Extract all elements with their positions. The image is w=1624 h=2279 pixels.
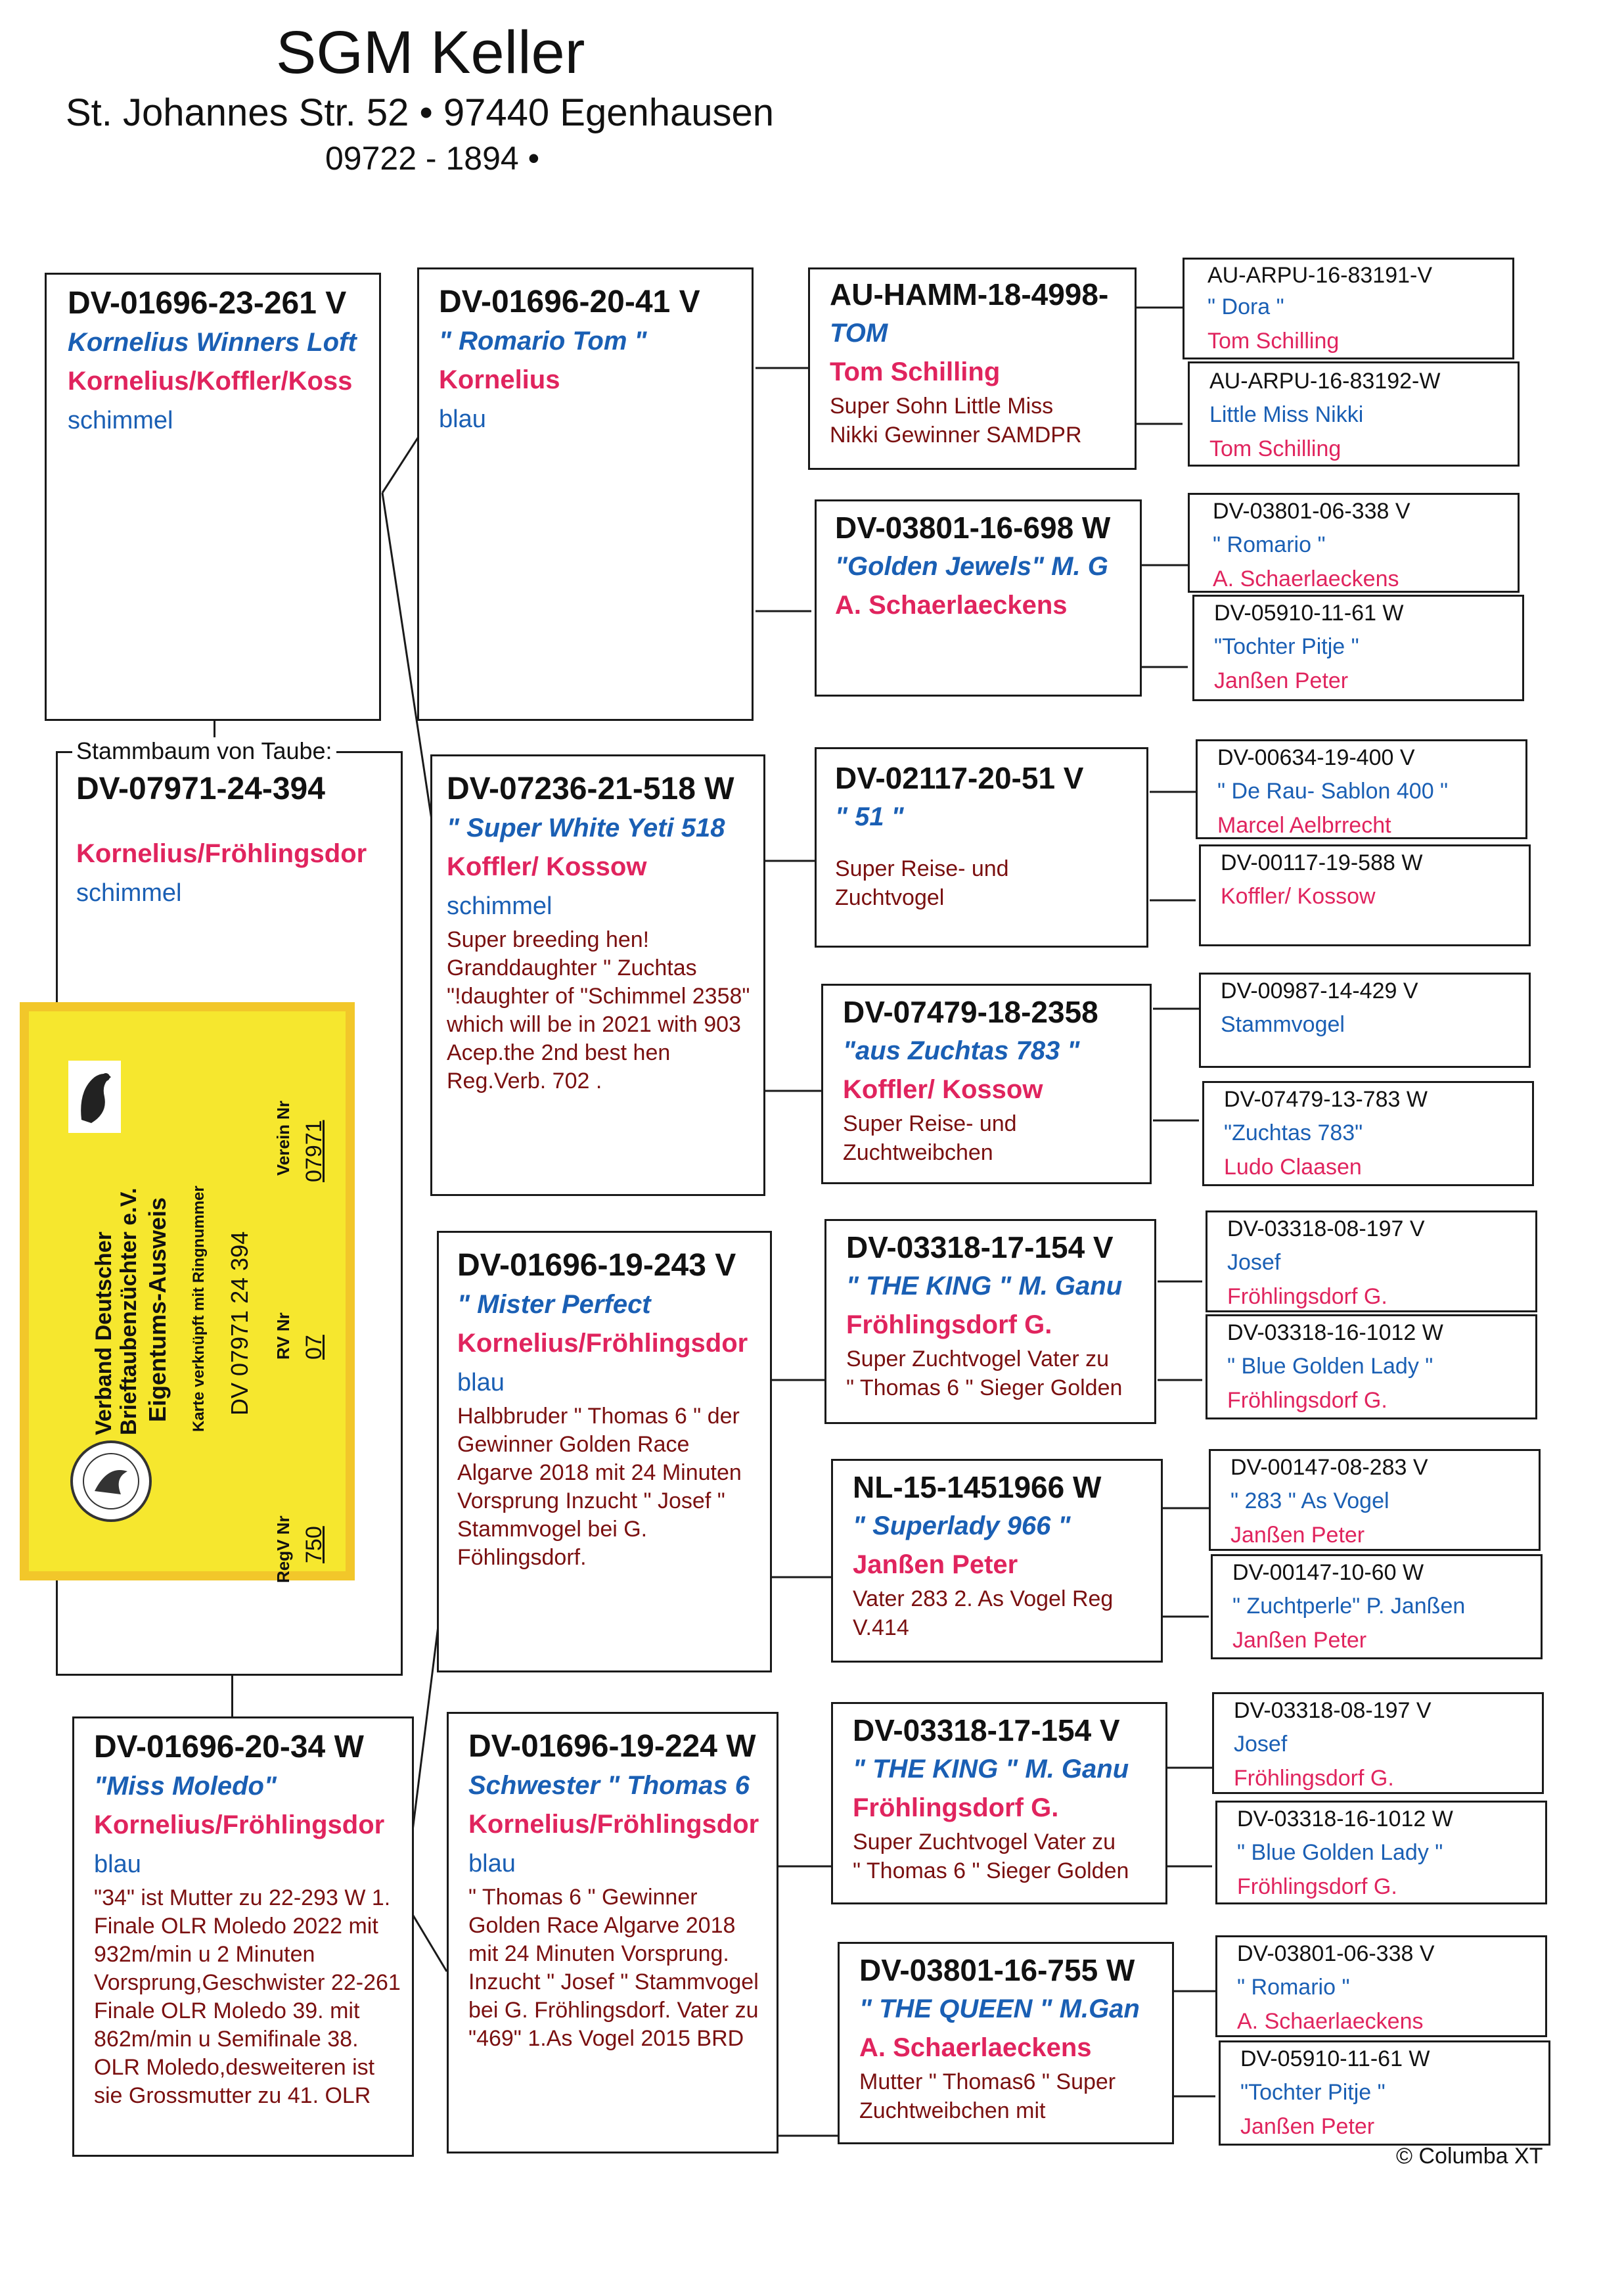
ancestor-card bbox=[1215, 1801, 1547, 1904]
great-grandparent-breeder: Fröhlingsdorf G. bbox=[853, 1793, 1059, 1822]
ancestor-card bbox=[1209, 1449, 1541, 1551]
ancestor-card bbox=[1215, 1935, 1547, 2037]
card-ring: DV 07971 24 394 bbox=[226, 1231, 253, 1416]
ancestor-ring: AU-ARPU-16-83192-W bbox=[1209, 369, 1441, 394]
breeder-name: SGM Keller bbox=[276, 19, 585, 86]
ancestor-card bbox=[1199, 973, 1531, 1068]
card-org: Verband Deutscher Brieftaubenzüchter e.V. bbox=[91, 1187, 141, 1435]
ancestor-name: Stammvogel bbox=[1221, 1012, 1345, 1037]
pigeon-icon bbox=[65, 1057, 124, 1136]
card-verein-label: Verein Nr bbox=[273, 1100, 293, 1176]
ancestor-name: " Zuchtperle" P. Janßen bbox=[1232, 1594, 1466, 1619]
ancestor-breeder: Janßen Peter bbox=[1240, 2114, 1375, 2139]
dam-breeder: Kornelius/Fröhlingsdor bbox=[94, 1810, 385, 1839]
great-grandparent-ring: DV-03318-17-154 V bbox=[846, 1230, 1114, 1264]
copyright: © Columba XT bbox=[1396, 2144, 1543, 2169]
ancestor-card bbox=[1196, 739, 1527, 839]
sire-name: Kornelius Winners Loft bbox=[68, 328, 357, 357]
ancestor-breeder: Janßen Peter bbox=[1232, 1628, 1367, 1653]
card-verein: 07971 bbox=[302, 1120, 327, 1182]
ancestor-ring: DV-05910-11-61 W bbox=[1240, 2046, 1430, 2071]
subject-breeder: Kornelius/Fröhlingsdor bbox=[76, 839, 367, 868]
great-grandparent-card bbox=[831, 1459, 1163, 1663]
ancestor-breeder: Tom Schilling bbox=[1209, 436, 1342, 461]
grandparent-ring: DV-01696-19-224 W bbox=[468, 1729, 756, 1764]
ancestor-card bbox=[1188, 493, 1520, 593]
dam-note: "34" ist Mutter zu 22-293 W 1. Finale OLR Moledo 2022 mit 932m/min u 2 Minuten Vorsprung,Geschwister 22-261 Finale OLR Moledo 39. mit 862m/min u Semifinale 38. OLR Moledo,desweiteren ist sie Grossmutter zu 41. OLR bbox=[94, 1885, 401, 2108]
ancestor-name: " Romario " bbox=[1237, 1975, 1350, 2000]
ancestor-card bbox=[1212, 1692, 1544, 1794]
sire-color: schimmel bbox=[68, 407, 173, 434]
subject-caption: Stammbaum von Taube: bbox=[72, 737, 336, 765]
grandparent-note: Halbbruder " Thomas 6 " der Gewinner Golden Race Algarve 2018 mit 24 Minuten Vorsprung Inzucht " Josef " Stammvogel bei G. Föhlingsdorf. bbox=[457, 1404, 742, 1570]
grandparent-card bbox=[447, 1712, 778, 2153]
grandparent-breeder: Kornelius/Fröhlingsdor bbox=[468, 1810, 759, 1839]
ancestor-ring: DV-03318-16-1012 W bbox=[1237, 1807, 1453, 1831]
card-subtitle: Karte verknüpft mit Ringnummer bbox=[190, 1186, 208, 1432]
ancestor-card bbox=[1206, 1314, 1537, 1419]
ancestor-card bbox=[1211, 1554, 1543, 1659]
great-grandparent-ring: NL-15-1451966 W bbox=[853, 1470, 1102, 1504]
grandparent-color: blau bbox=[468, 1850, 516, 1877]
ancestor-ring: DV-00117-19-588 W bbox=[1221, 850, 1423, 875]
great-grandparent-name: " THE KING " M. Ganu bbox=[853, 1755, 1129, 1784]
great-grandparent-note: " Thomas 6 " Sieger Golden bbox=[846, 1375, 1123, 1400]
great-grandparent-note: Super Reise- und bbox=[843, 1111, 1017, 1136]
card-regv: 750 bbox=[302, 1526, 327, 1563]
ancestor-card bbox=[1192, 595, 1524, 701]
ancestor-breeder: A. Schaerlaeckens bbox=[1213, 566, 1399, 591]
ancestor-ring: AU-ARPU-16-83191-V bbox=[1207, 263, 1433, 288]
great-grandparent-ring: DV-03801-16-755 W bbox=[859, 1953, 1135, 1987]
great-grandparent-ring: DV-02117-20-51 V bbox=[835, 761, 1084, 795]
ancestor-ring: DV-00987-14-429 V bbox=[1221, 978, 1418, 1003]
great-grandparent-card bbox=[815, 499, 1142, 697]
dam-name: "Miss Moledo" bbox=[94, 1772, 277, 1801]
ancestor-breeder: Marcel Aelbrrecht bbox=[1217, 813, 1391, 838]
ancestor-name: Josef bbox=[1234, 1732, 1288, 1757]
great-grandparent-note: Zuchtweibchen mit bbox=[859, 2098, 1046, 2123]
ancestor-ring: DV-03801-06-338 V bbox=[1213, 499, 1410, 524]
sire-breeder: Kornelius/Koffler/Koss bbox=[68, 367, 353, 396]
great-grandparent-ring: AU-HAMM-18-4998- bbox=[830, 277, 1109, 311]
great-grandparent-card bbox=[824, 1219, 1156, 1424]
ancestor-name: "Tochter Pitje " bbox=[1214, 634, 1359, 659]
grandparent-ring: DV-01696-19-243 V bbox=[457, 1248, 736, 1283]
great-grandparent-breeder: Tom Schilling bbox=[830, 357, 1001, 386]
great-grandparent-card bbox=[808, 267, 1137, 470]
card-rv-label: RV Nr bbox=[273, 1312, 293, 1360]
great-grandparent-name: " THE QUEEN " M.Gan bbox=[859, 1994, 1140, 2023]
grandparent-breeder: Koffler/ Kossow bbox=[447, 852, 647, 881]
ancestor-breeder: Fröhlingsdorf G. bbox=[1237, 1874, 1397, 1899]
great-grandparent-breeder: A. Schaerlaeckens bbox=[859, 2033, 1092, 2062]
great-grandparent-name: " THE KING " M. Ganu bbox=[846, 1272, 1123, 1301]
ancestor-name: "Tochter Pitje " bbox=[1240, 2080, 1386, 2105]
great-grandparent-breeder: Koffler/ Kossow bbox=[843, 1075, 1043, 1104]
ancestor-name: "Zuchtas 783" bbox=[1224, 1120, 1363, 1145]
great-grandparent-ring: DV-03318-17-154 V bbox=[853, 1713, 1120, 1747]
great-grandparent-name: "aus Zuchtas 783 " bbox=[843, 1036, 1080, 1065]
ancestor-card bbox=[1206, 1210, 1537, 1312]
great-grandparent-name: " Superlady 966 " bbox=[853, 1511, 1071, 1540]
grandparent-breeder: Kornelius/Fröhlingsdor bbox=[457, 1329, 748, 1358]
ancestor-ring: DV-00147-08-283 V bbox=[1230, 1455, 1428, 1480]
grandparent-name: Schwester " Thomas 6 bbox=[468, 1771, 750, 1800]
ancestor-ring: DV-07479-13-783 W bbox=[1224, 1087, 1428, 1112]
ancestor-name: Josef bbox=[1227, 1250, 1281, 1275]
ancestor-name: " De Rau- Sablon 400 " bbox=[1217, 779, 1449, 804]
grandparent-note: " Thomas 6 " Gewinner Golden Race Algarve 2018 mit 24 Minuten Vorsprung. Inzucht " Josef " Stammvogel bei G. Fröhlingsdorf. Vater zu "469" 1.As Vogel 2015 BRD bbox=[468, 1885, 759, 2051]
grandparent-color: schimmel bbox=[447, 892, 553, 920]
grandparent-color: blau bbox=[457, 1369, 505, 1396]
great-grandparent-note: Super Zuchtvogel Vater zu bbox=[846, 1347, 1110, 1371]
great-grandparent-card bbox=[821, 984, 1152, 1184]
great-grandparent-name: TOM bbox=[830, 319, 888, 348]
great-grandparent-card bbox=[815, 747, 1148, 948]
subject-color: schimmel bbox=[76, 879, 182, 907]
grandparent-card bbox=[417, 267, 754, 721]
grandparent-breeder: Kornelius bbox=[439, 365, 560, 394]
ancestor-breeder: A. Schaerlaeckens bbox=[1237, 2009, 1424, 2034]
ancestor-name: " Blue Golden Lady " bbox=[1237, 1840, 1443, 1865]
great-grandparent-name: " 51 " bbox=[835, 802, 904, 831]
great-grandparent-breeder bbox=[835, 836, 1146, 854]
association-logo-icon bbox=[68, 1439, 154, 1524]
great-grandparent-breeder: Fröhlingsdorf G. bbox=[846, 1310, 1052, 1339]
ancestor-breeder: Fröhlingsdorf G. bbox=[1234, 1766, 1394, 1791]
great-grandparent-breeder: A. Schaerlaeckens bbox=[835, 591, 1068, 620]
great-grandparent-note: Mutter " Thomas6 " Super bbox=[859, 2069, 1116, 2094]
ancestor-breeder: Fröhlingsdorf G. bbox=[1227, 1284, 1387, 1309]
great-grandparent-note: Zuchtvogel bbox=[835, 885, 945, 910]
grandparent-color: blau bbox=[439, 405, 486, 433]
ancestor-breeder: Koffler/ Kossow bbox=[1221, 884, 1376, 909]
ancestor-breeder: Fröhlingsdorf G. bbox=[1227, 1388, 1387, 1413]
grandparent-name: " Romario Tom " bbox=[439, 327, 647, 356]
great-grandparent-note: V.414 bbox=[853, 1615, 909, 1640]
grandparent-card bbox=[430, 754, 765, 1196]
grandparent-name: " Super White Yeti 518 bbox=[447, 814, 725, 842]
sire-card bbox=[45, 273, 381, 721]
great-grandparent-note: Super Zuchtvogel Vater zu bbox=[853, 1830, 1116, 1854]
ownership-card bbox=[20, 1002, 355, 1583]
ancestor-breeder: Tom Schilling bbox=[1207, 329, 1340, 354]
ancestor-ring: DV-03318-08-197 V bbox=[1234, 1698, 1432, 1723]
subject-ring: DV-07971-24-394 bbox=[76, 771, 325, 806]
great-grandparent-note: Super Sohn Little Miss bbox=[830, 394, 1054, 419]
ancestor-breeder: Janßen Peter bbox=[1214, 668, 1349, 693]
great-grandparent-note: Zuchtweibchen bbox=[843, 1140, 993, 1165]
grandparent-note: Super breeding hen! Granddaughter " Zuchtas "!daughter of "Schimmel 2358" which will be in 2021 with 903 Acep.the 2nd best hen Reg.Verb. 702 . bbox=[447, 927, 750, 1093]
great-grandparent-note: Super Reise- und bbox=[835, 856, 1009, 881]
dam-card bbox=[72, 1716, 414, 2157]
great-grandparent-breeder: Janßen Peter bbox=[853, 1550, 1018, 1579]
great-grandparent-card bbox=[831, 1702, 1167, 1904]
grandparent-ring: DV-01696-20-41 V bbox=[439, 285, 700, 319]
ancestor-name: " Romario " bbox=[1213, 532, 1326, 557]
great-grandparent-card bbox=[838, 1942, 1174, 2144]
ancestor-breeder: Ludo Claasen bbox=[1224, 1155, 1362, 1180]
great-grandparent-note: Nikki Gewinner SAMDPR bbox=[830, 423, 1082, 448]
dam-ring: DV-01696-20-34 W bbox=[94, 1730, 364, 1764]
grandparent-ring: DV-07236-21-518 W bbox=[447, 771, 734, 806]
card-rv: 07 bbox=[302, 1335, 327, 1360]
ancestor-ring: DV-00634-19-400 V bbox=[1217, 745, 1415, 770]
ancestor-card bbox=[1199, 844, 1531, 946]
great-grandparent-ring: DV-07479-18-2358 bbox=[843, 995, 1098, 1029]
ancestor-card bbox=[1183, 258, 1514, 359]
breeder-address: St. Johannes Str. 52 • 97440 Egenhausen bbox=[66, 91, 775, 134]
card-title: Eigentums-Ausweis bbox=[144, 1197, 171, 1422]
ancestor-ring: DV-05910-11-61 W bbox=[1214, 601, 1404, 626]
ancestor-name: " 283 " As Vogel bbox=[1230, 1488, 1389, 1513]
great-grandparent-ring: DV-03801-16-698 W bbox=[835, 511, 1111, 545]
breeder-phone: 09722 - 1894 • bbox=[325, 140, 540, 177]
great-grandparent-note: " Thomas 6 " Sieger Golden bbox=[853, 1858, 1129, 1883]
great-grandparent-name: "Golden Jewels" M. G bbox=[835, 552, 1108, 581]
ancestor-ring: DV-03318-08-197 V bbox=[1227, 1216, 1425, 1241]
ancestor-ring: DV-03801-06-338 V bbox=[1237, 1941, 1435, 1966]
ancestor-breeder: Janßen Peter bbox=[1230, 1523, 1365, 1548]
ancestor-name: " Dora " bbox=[1207, 294, 1284, 319]
card-regv-label: RegV Nr bbox=[273, 1515, 293, 1583]
ancestor-name: " Blue Golden Lady " bbox=[1227, 1354, 1433, 1379]
grandparent-name: " Mister Perfect bbox=[457, 1290, 651, 1319]
great-grandparent-note: Vater 283 2. As Vogel Reg bbox=[853, 1586, 1114, 1611]
dam-color: blau bbox=[94, 1851, 141, 1878]
ancestor-card bbox=[1202, 1081, 1534, 1186]
sire-ring: DV-01696-23-261 V bbox=[68, 286, 347, 321]
ancestor-ring: DV-03318-16-1012 W bbox=[1227, 1320, 1443, 1345]
ancestor-ring: DV-00147-10-60 W bbox=[1232, 1560, 1424, 1585]
ancestor-name: Little Miss Nikki bbox=[1209, 402, 1364, 427]
grandparent-card bbox=[437, 1231, 772, 1672]
ancestor-card bbox=[1188, 361, 1520, 467]
ancestor-card bbox=[1219, 2040, 1550, 2146]
